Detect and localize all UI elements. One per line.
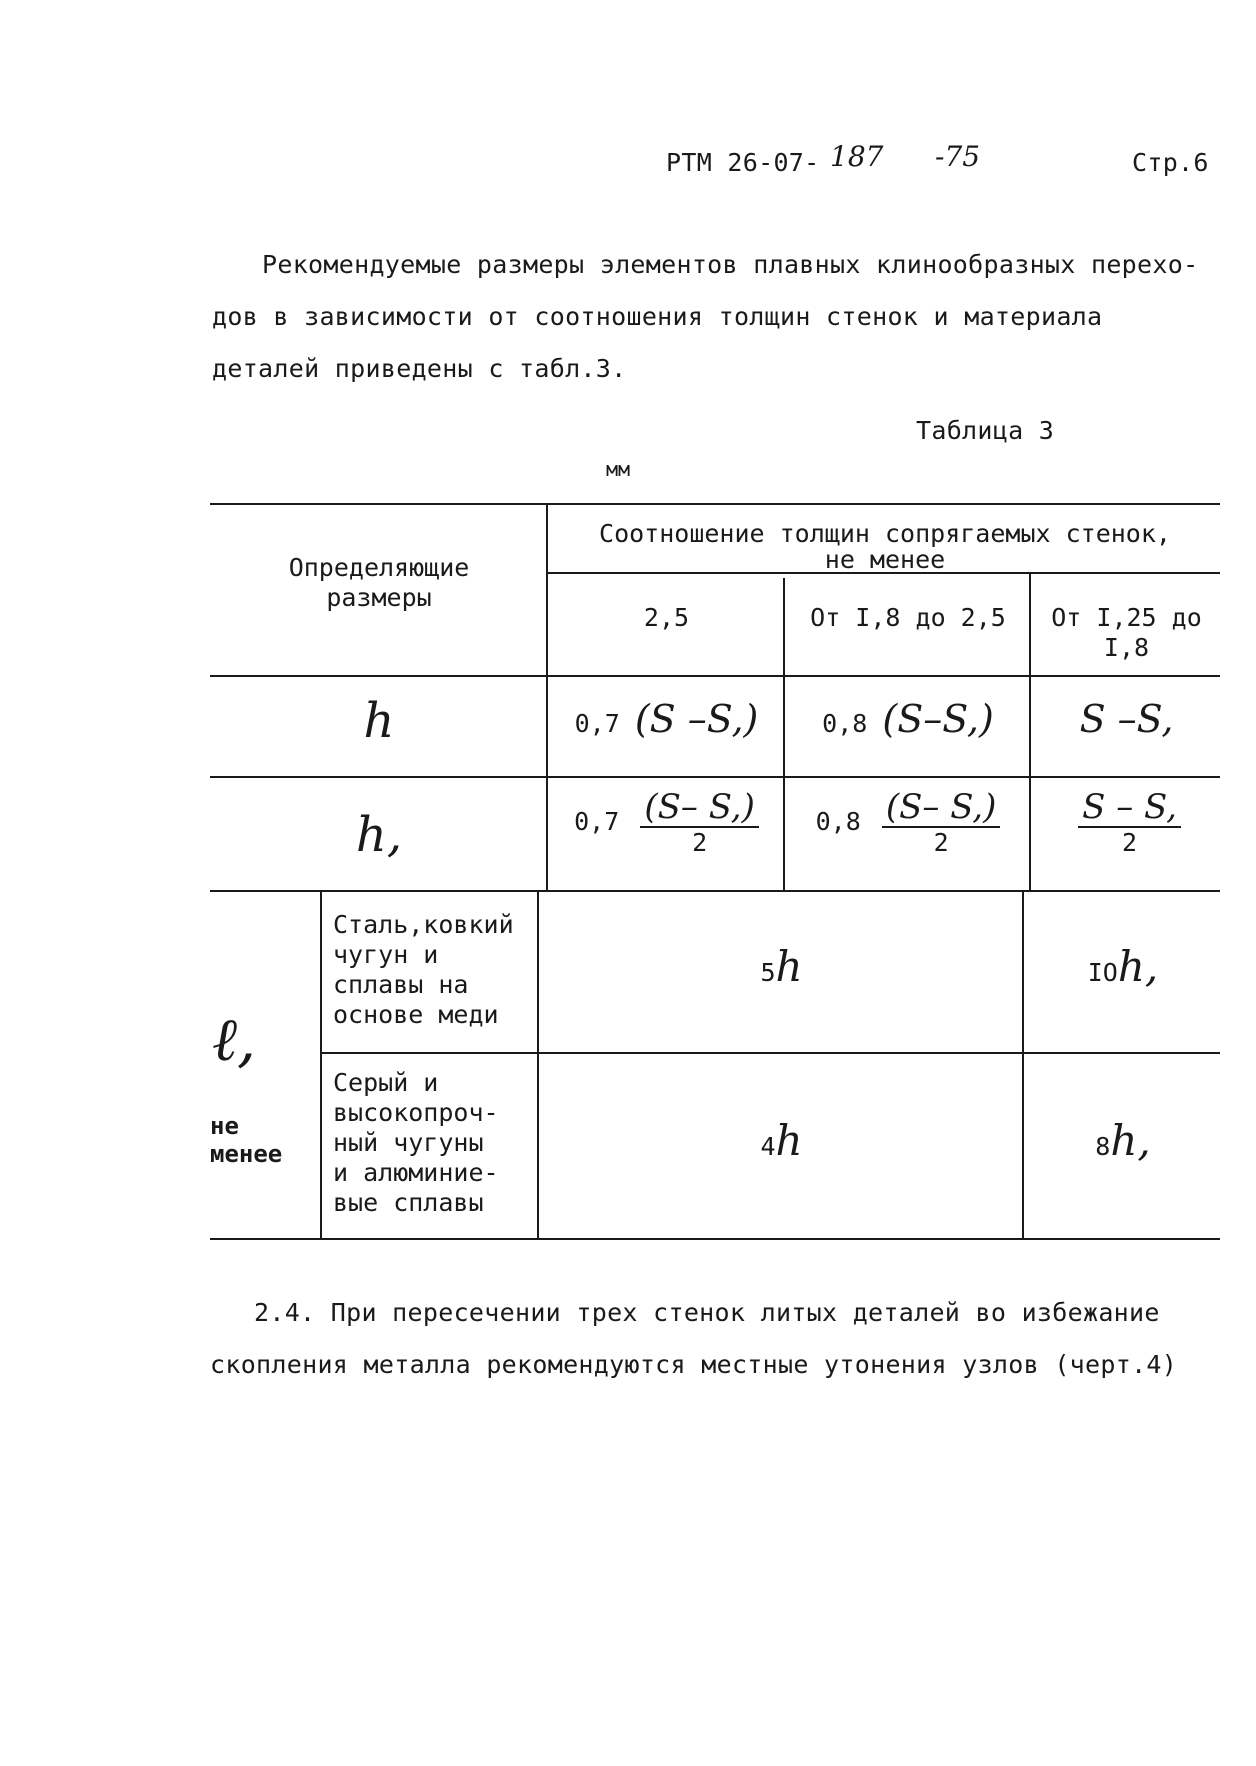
row-h1-c1-coef: 0,7 bbox=[574, 807, 620, 836]
row-label-h1: h, bbox=[355, 807, 403, 863]
vline-3 bbox=[1029, 572, 1031, 890]
row-h1-c3-fraction bbox=[1078, 788, 1181, 858]
intro-line-2: дов в зависимости от соотношения толщин стенок и материала bbox=[212, 302, 1103, 331]
vline-1 bbox=[546, 503, 548, 890]
rule-header-bottom bbox=[210, 675, 1220, 677]
row-h-c2-coef: 0,8 bbox=[822, 709, 868, 738]
doc-code: РТМ 26-07- bbox=[666, 148, 820, 177]
row-h1-c2-coef: 0,8 bbox=[815, 807, 861, 836]
row-h-c1-coef: 0,7 bbox=[574, 709, 620, 738]
row-h-c1-expr: (S –S,) bbox=[634, 697, 759, 741]
row-h1-c2-fraction bbox=[882, 788, 1001, 858]
vline-2 bbox=[783, 578, 785, 890]
table-unit: мм bbox=[606, 457, 631, 481]
col-header-defining: Определяющие размеры bbox=[288, 553, 470, 612]
row-h-c1 bbox=[550, 697, 783, 741]
row-h-c2 bbox=[787, 697, 1029, 741]
mat1-value-1-sym: h bbox=[775, 942, 803, 991]
material-1: Сталь,ковкий чугун и сплавы на основе меди bbox=[333, 910, 514, 1029]
row-h1-c1 bbox=[550, 788, 783, 858]
rule-h bbox=[210, 776, 1220, 778]
row-h1-c2 bbox=[787, 788, 1029, 858]
doc-number-handwritten: 187 bbox=[830, 140, 884, 173]
row-h1-c2-num: (S– S,) bbox=[882, 788, 1001, 828]
row-h1-c2-den: 2 bbox=[933, 828, 949, 857]
material-2: Серый и высокопроч- ный чугуны и алюминие- вые сплавы bbox=[333, 1068, 499, 1217]
intro-line-3: деталей приведены с табл.3. bbox=[212, 354, 627, 383]
table-caption: Таблица 3 bbox=[916, 416, 1055, 445]
intro-line-1: Рекомендуемые размеры элементов плавных клинообразных перехо- bbox=[262, 250, 1199, 279]
vline-mat-left bbox=[320, 890, 322, 1238]
col-header-c3: От I,25 до I,8 bbox=[1051, 603, 1202, 662]
mat1-value-2-sym: h, bbox=[1117, 942, 1159, 991]
mat1-value-1 bbox=[541, 942, 1022, 991]
section-2-4-line-2: скопления металла рекомендуются местные утонения узлов (черт.4) bbox=[210, 1350, 1178, 1379]
mat2-value-1 bbox=[541, 1116, 1022, 1165]
mat2-value-2-sym: h, bbox=[1110, 1116, 1151, 1165]
doc-year-handwritten: -75 bbox=[935, 140, 981, 173]
row-h1-c3 bbox=[1033, 788, 1220, 858]
vline-mat-right bbox=[537, 890, 539, 1238]
row-h-c3 bbox=[1033, 697, 1220, 741]
row-label-l: ℓ, bbox=[212, 1005, 257, 1075]
mat1-value-2 bbox=[1026, 942, 1220, 991]
row-h1-c1-den: 2 bbox=[692, 828, 708, 857]
row-h-c3-expr: S –S, bbox=[1079, 697, 1174, 741]
rule-mat1 bbox=[322, 1052, 1220, 1054]
row-h-c2-expr: (S–S,) bbox=[882, 697, 994, 741]
rule-bottom bbox=[210, 1238, 1220, 1240]
mat2-value-1-sym: h bbox=[775, 1116, 803, 1165]
row-label-l-sub: не менее bbox=[210, 1112, 283, 1168]
rule-h1 bbox=[210, 890, 1220, 892]
mat1-value-2-coef: IO bbox=[1087, 958, 1118, 987]
row-h1-c3-num: S – S, bbox=[1078, 788, 1181, 828]
row-label-h: h bbox=[363, 693, 395, 749]
col-header-ratio: Соотношение толщин сопрягаемых стенок, bbox=[599, 519, 1171, 548]
col-header-ratio-sub: не менее bbox=[824, 545, 946, 574]
page-number: Стр.6 bbox=[1132, 148, 1209, 177]
row-h1-c1-fraction bbox=[640, 788, 759, 858]
section-2-4-line-1: 2.4. При пересечении трех стенок литых деталей во избежание bbox=[254, 1298, 1160, 1327]
mat2-value-2-coef: 8 bbox=[1095, 1132, 1111, 1161]
col-header-c1: 2,5 bbox=[643, 603, 690, 632]
row-h1-c1-num: (S– S,) bbox=[640, 788, 759, 828]
col-header-c2: От I,8 до 2,5 bbox=[810, 603, 1006, 632]
mat1-value-1-coef: 5 bbox=[760, 958, 776, 987]
mat2-value-1-coef: 4 bbox=[760, 1132, 776, 1161]
rule-top bbox=[210, 503, 1220, 505]
mat2-value-2 bbox=[1026, 1116, 1220, 1165]
row-h1-c3-den: 2 bbox=[1121, 828, 1138, 857]
vline-mat-value bbox=[1022, 890, 1024, 1238]
